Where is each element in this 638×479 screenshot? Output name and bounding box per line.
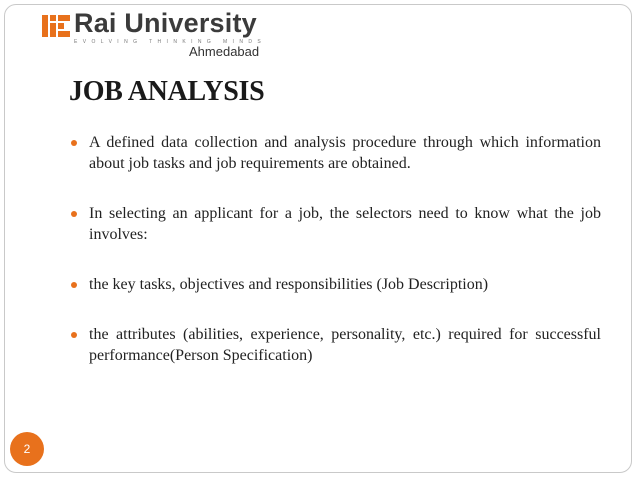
- brand-name: Rai University: [74, 8, 257, 38]
- bullet-text: the key tasks, objectives and responsibilities (Job Description): [89, 276, 489, 293]
- bullet-list: [71, 132, 601, 366]
- brand-campus: Ahmedabad: [189, 44, 260, 59]
- bullet-item: [71, 132, 601, 174]
- bullet-text: the attributes (abilities, experience, personality, etc.) required for successful performance(Person Specification): [89, 326, 601, 364]
- bullet-dot-icon: [71, 332, 77, 338]
- university-logo: [42, 10, 272, 60]
- bullet-text: A defined data collection and analysis procedure through which information about job tasks and job requirements are obtained.: [89, 134, 601, 172]
- bullet-item: [71, 274, 601, 295]
- page-number-badge: 2: [10, 432, 44, 466]
- bullet-item: [71, 324, 601, 366]
- bullet-dot-icon: [71, 140, 77, 146]
- bullet-item: [71, 203, 601, 245]
- rai-university-logo-mark-icon: [42, 12, 70, 40]
- bullet-dot-icon: [71, 282, 77, 288]
- bullet-dot-icon: [71, 211, 77, 217]
- brand-tagline: EVOLVING THINKING MINDS: [74, 39, 267, 45]
- bullet-text: In selecting an applicant for a job, the selectors need to know what the job involves:: [89, 205, 601, 243]
- slide-title: JOB ANALYSIS: [69, 76, 265, 107]
